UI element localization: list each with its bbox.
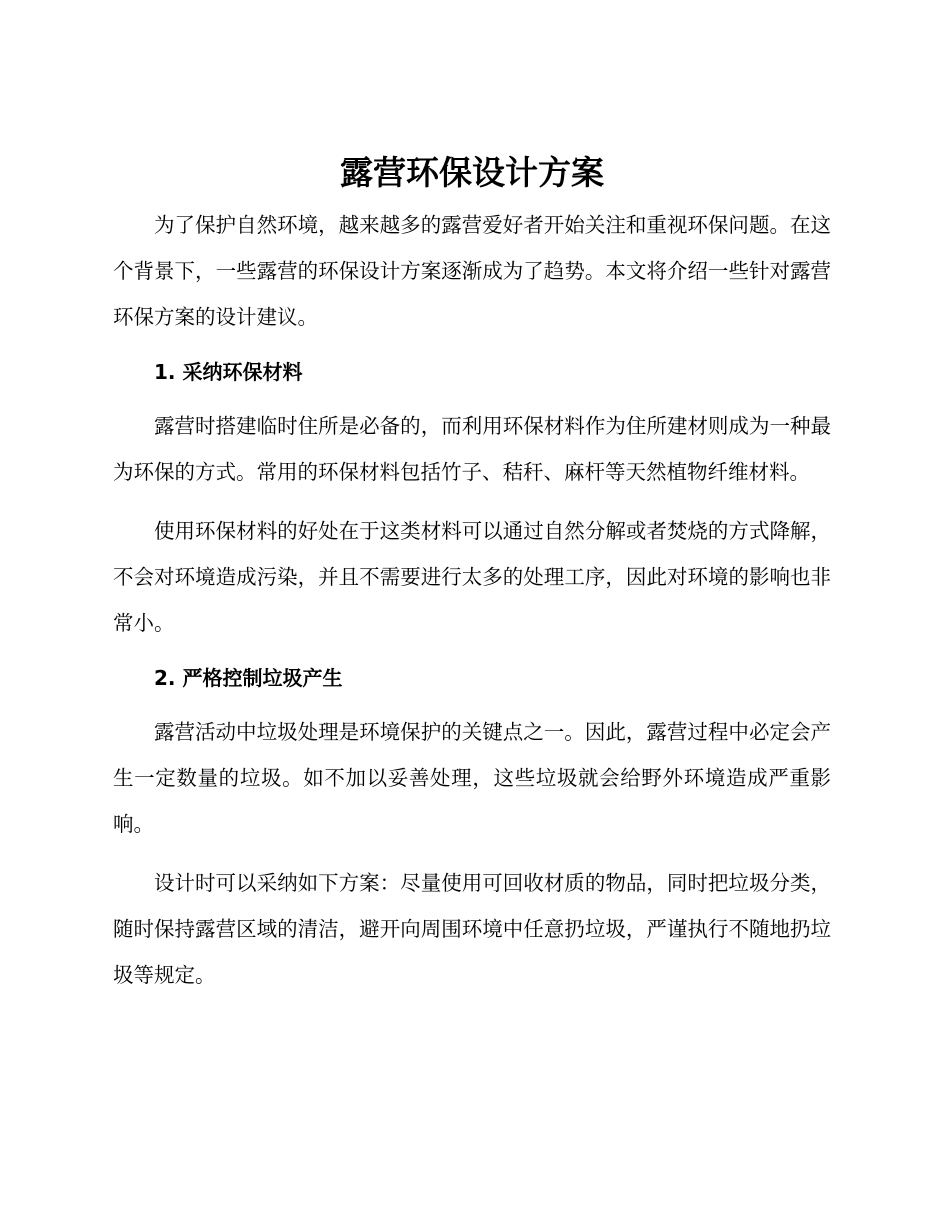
paragraph: 露营时搭建临时住所是必备的，而利用环保材料作为住所建材则成为一种最为环保的方式。常用的环保材料包括竹子、秸秆、麻杆等天然植物纤维材料。 [113,414,831,484]
paragraph: 露营活动中垃圾处理是环境保护的关键点之一。因此，露营过程中必定会产生一定数量的垃圾。如不加以妥善处理，这些垃圾就会给野外环境造成严重影响。 [113,720,831,836]
intro-paragraph: 为了保护自然环境，越来越多的露营爱好者开始关注和重视环保问题。在这个背景下，一些露营的环保设计方案逐渐成为了趋势。本文将介绍一些针对露营环保方案的设计建议。 [113,213,831,329]
document-title: 露营环保设计方案 [340,153,604,192]
paragraph: 使用环保材料的好处在于这类材料可以通过自然分解或者焚烧的方式降解，不会对环境造成污染，并且不需要进行太多的处理工序，因此对环境的影响也非常小。 [113,519,831,635]
document-page [113,148,831,998]
section-heading-materials: 1. 采纳环保材料 [154,360,303,384]
section-heading-waste: 2. 严格控制垃圾产生 [154,666,343,690]
paragraph: 设计时可以采纳如下方案：尽量使用可回收材质的物品，同时把垃圾分类，随时保持露营区域的清洁，避开向周围环境中任意扔垃圾，严谨执行不随地扔垃圾等规定。 [113,871,831,987]
